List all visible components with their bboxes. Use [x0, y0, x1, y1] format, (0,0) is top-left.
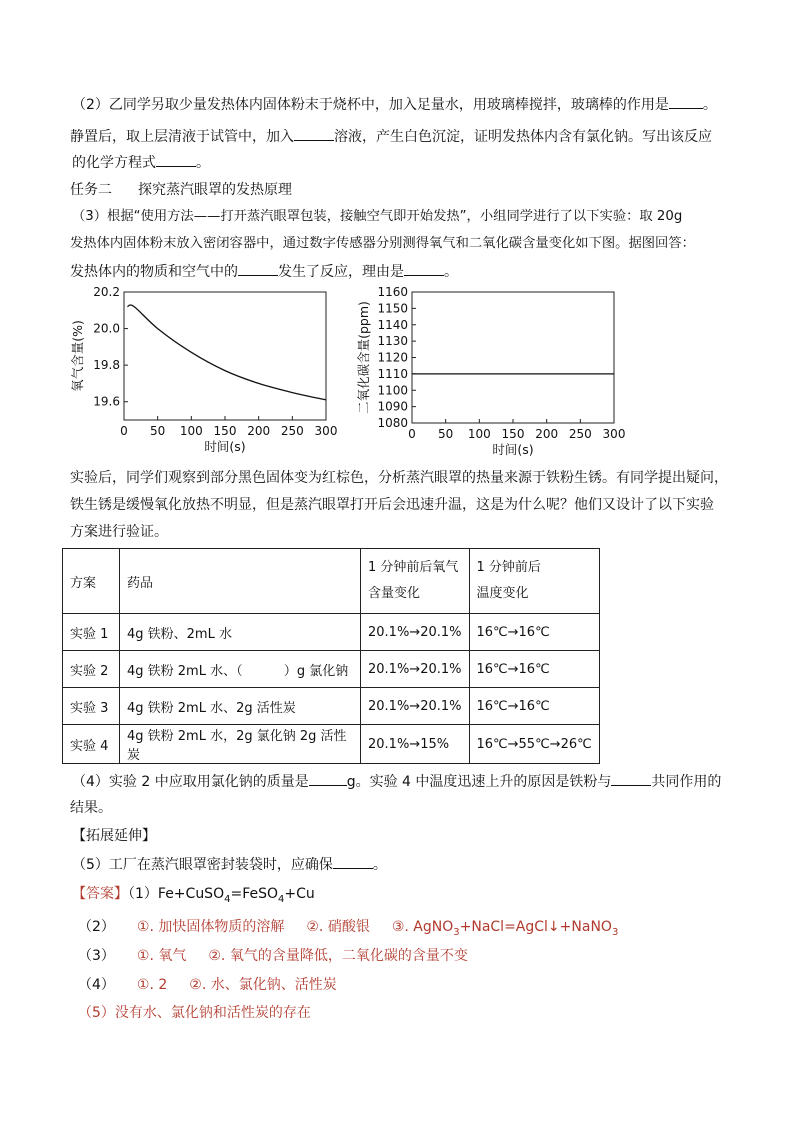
y-tick-label: 1100 [377, 383, 408, 398]
x-tick-label: 100 [179, 424, 203, 438]
table-row [63, 651, 600, 688]
answer-blank [404, 261, 444, 276]
text: （1）Fe+CuSO [128, 886, 225, 902]
header-scheme: 方案 [63, 549, 120, 614]
text: （5）工厂在蒸汽眼罩密封装袋时，应确保 [72, 857, 333, 873]
text: （3） [78, 948, 115, 964]
subscript: 3 [611, 926, 619, 938]
cell: 实验 3 [63, 688, 120, 725]
extension-heading: 【拓展延伸】 [72, 828, 156, 844]
text: （2） [78, 919, 115, 935]
x-tick-label: 300 [602, 427, 626, 441]
y-tick-label: 1120 [377, 350, 408, 365]
x-tick-label: 50 [438, 427, 454, 441]
question-4-line-2: 结果。 [70, 800, 112, 816]
cell: 20.1%→20.1% [361, 651, 470, 688]
cell: 16℃→16℃ [469, 614, 599, 651]
x-tick-label: 250 [568, 427, 592, 441]
oxygen-chart [66, 282, 336, 462]
y-tick-label: 20.2 [93, 285, 120, 299]
answer-2 [78, 917, 618, 943]
y-tick-label: 1160 [377, 285, 408, 299]
x-tick-label: 150 [213, 424, 237, 438]
analysis-line-1: 实验后，同学们观察到部分黑色固体变为红棕色，分析蒸汽眼罩的热量来源于铁粉生锈。有同学提出疑问， [70, 470, 728, 486]
table-row [63, 688, 600, 725]
answer-blank [333, 854, 373, 869]
text: 。 [702, 97, 717, 113]
answer-blank [309, 771, 347, 786]
text: （2）乙同学另取少量发热体内固体粉末于烧杯中，加入足量水，用玻璃棒搅拌，玻璃棒的作用是 [72, 97, 669, 113]
text: 1 分钟前后氧气 含量变化 [368, 560, 459, 601]
question-3-line-1: （3）根据“使用方法——打开蒸汽眼罩包装，接触空气即开始发热”，小组同学进行了以下实验：取 20g [72, 209, 683, 224]
cell: 实验 4 [63, 725, 120, 764]
x-tick-label: 200 [247, 424, 271, 438]
text: ③. AgNO [391, 919, 454, 935]
plot-frame [412, 292, 614, 423]
x-tick-label: 100 [467, 427, 491, 441]
text: 的化学方程式 [72, 155, 156, 171]
y-tick-label: 1090 [377, 399, 408, 414]
subscript: 4 [278, 893, 285, 905]
carbon-dioxide-chart [352, 282, 626, 462]
answer-blank [669, 94, 703, 109]
cell: 20.1%→15% [361, 725, 470, 764]
x-tick-label: 300 [314, 424, 338, 438]
cell: 16℃→16℃ [469, 688, 599, 725]
experiment-table [62, 548, 600, 764]
text: +Cu [284, 886, 315, 902]
text: 共同作用的 [651, 774, 722, 790]
x-tick-label: 250 [280, 424, 304, 438]
question-2-line-2 [70, 126, 712, 147]
table-row [63, 725, 600, 764]
text: 溶液，产生白色沉淀，证明发热体内含有氯化钠。写出该反应 [334, 129, 712, 145]
text: 发热体内的物质和空气中的 [70, 264, 238, 280]
x-tick-label: 50 [150, 424, 166, 438]
text: ②. 氧气的含量降低，二氧化碳的含量不变 [208, 948, 468, 964]
y-tick-label: 1130 [377, 334, 408, 349]
analysis-line-3: 方案进行验证。 [70, 524, 168, 540]
text: （4）实验 2 中应取用氯化钠的质量是 [72, 774, 309, 790]
answer-3 [78, 946, 468, 966]
header-temperature-change [469, 549, 599, 614]
answer-blank [238, 261, 278, 276]
header-oxygen-change [361, 549, 470, 614]
y-tick-label: 19.8 [93, 358, 120, 373]
table-header-row [63, 549, 600, 614]
answer-4 [78, 975, 337, 995]
cell: 16℃→16℃ [469, 651, 599, 688]
question-3-line-2: 发热体内固体粉末放入密闭容器中，通过数字传感器分别测得氧气和二氧化碳含量变化如下图。据图回答： [70, 236, 695, 251]
cell: 实验 1 [63, 614, 120, 651]
cell: 20.1%→20.1% [361, 614, 470, 651]
x-tick-label: 150 [501, 427, 525, 441]
analysis-line-2: 铁生锈是缓慢氧化放热不明显，但是蒸汽眼罩打开后会迅速升温，这是为什么呢？他们又设计了以下实验 [70, 497, 714, 513]
y-tick-label: 1110 [377, 366, 408, 381]
text: ①. 2 [136, 977, 168, 993]
task-title: 探究蒸汽眼罩的发热原理 [138, 182, 292, 198]
cell: 4g 铁粉、2mL 水 [120, 614, 361, 651]
series-line [127, 305, 326, 400]
text: 发生了反应，理由是 [278, 264, 404, 280]
y-tick-label: 1140 [377, 317, 408, 332]
question-5 [72, 854, 387, 875]
text: （4） [78, 977, 115, 993]
text: ②. 水、氯化钠、活性炭 [189, 977, 337, 993]
cell: 16℃→55℃→26℃ [469, 725, 599, 764]
x-axis-label: 时间(s) [204, 439, 246, 454]
text: ①. 氧气 [136, 948, 187, 964]
text: 。 [444, 264, 458, 280]
text: （5）没有水、氯化钠和活性炭的存在 [78, 1005, 311, 1021]
text: ①. 加快固体物质的溶解 [136, 919, 285, 935]
cell: 4g 铁粉 2mL 水、（ ）g 氯化钠 [120, 651, 361, 688]
header-reagents: 药品 [120, 549, 361, 614]
y-tick-label: 1150 [377, 301, 408, 316]
subscript: 4 [224, 893, 231, 905]
y-tick-label: 19.6 [93, 394, 120, 409]
x-axis-label: 时间(s) [492, 442, 534, 457]
y-tick-label: 1080 [377, 416, 408, 430]
text: 1 分钟前后 温度变化 [476, 560, 541, 601]
x-tick-label: 200 [535, 427, 559, 441]
plot-frame [124, 292, 326, 420]
cell: 4g 铁粉 2mL 水、2g 活性炭 [120, 688, 361, 725]
y-axis-label: 氧气含量(%) [70, 320, 85, 392]
text: 静置后，取上层清液于试管中，加入 [70, 129, 294, 145]
cell: 4g 铁粉 2mL 水，2g 氯化钠 2g 活性炭 [120, 725, 361, 764]
text: g。实验 4 中温度迅速上升的原因是铁粉与 [346, 774, 612, 790]
answer-5 [78, 1003, 311, 1023]
question-4-line-1 [72, 771, 721, 792]
answer-label: 【答案】 [72, 886, 128, 902]
question-3-line-3 [70, 261, 458, 282]
answer-blank [611, 771, 651, 786]
question-2-line-1 [72, 94, 717, 115]
answer-1 [72, 884, 315, 910]
text: 。 [372, 857, 387, 873]
text: +NaCl=AgCl↓+NaNO [459, 919, 612, 935]
cell: 20.1%→20.1% [361, 688, 470, 725]
x-tick-label: 0 [408, 427, 416, 441]
question-2-line-3 [72, 152, 210, 173]
answer-blank [156, 152, 196, 167]
text: 。 [196, 155, 210, 171]
x-tick-label: 0 [120, 424, 128, 438]
cell: 实验 2 [63, 651, 120, 688]
table-row [63, 614, 600, 651]
task-2-heading [70, 180, 292, 200]
task-label: 任务二 [70, 182, 112, 198]
text: ②. 硝酸银 [306, 919, 370, 935]
subscript: 3 [453, 926, 460, 938]
text: =FeSO [230, 886, 279, 902]
y-axis-label: 二氧化碳含量(ppm) [356, 301, 371, 414]
answer-blank [294, 126, 334, 141]
y-tick-label: 20.0 [93, 321, 120, 336]
